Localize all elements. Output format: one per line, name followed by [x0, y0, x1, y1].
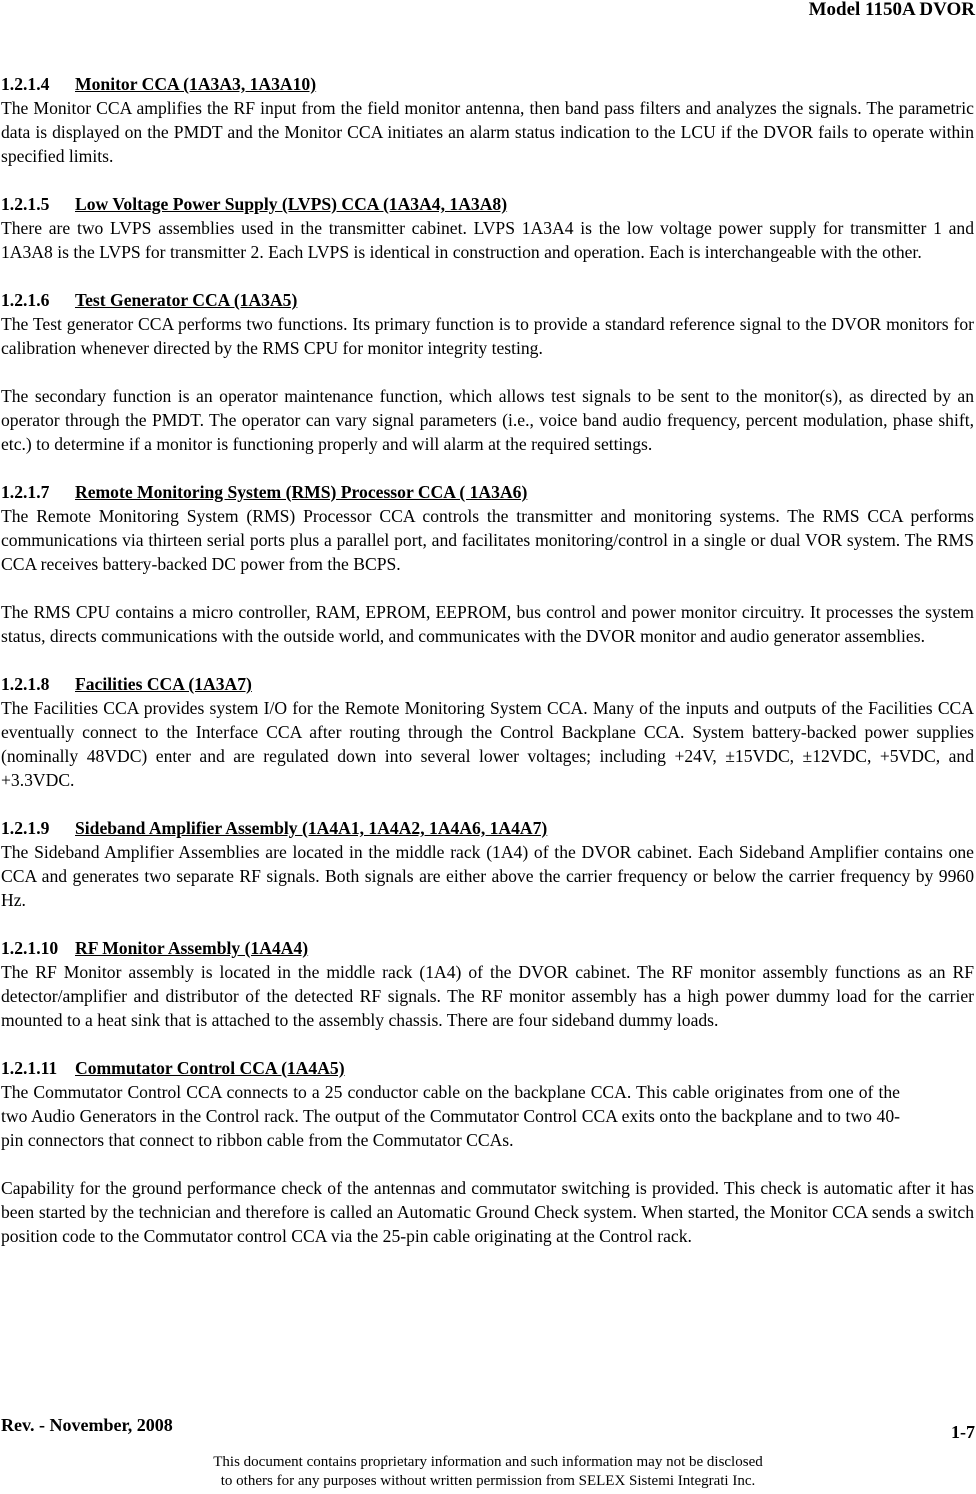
section-heading	[1, 1056, 974, 1080]
section-heading	[1, 480, 974, 504]
section-number: 1.2.1.10	[1, 938, 59, 958]
section-sideband-amplifier	[1, 816, 974, 912]
paragraph: Capability for the ground performance check of the antennas and commutator switching is provided. This check is automatic after it has been started by the technician and therefore is called an Automatic Ground Check system. When started, the Monitor CCA sends a switch position code to the Commutator control CCA via the 25-pin cable originating at the Control rack.	[1, 1178, 974, 1246]
proprietary-notice	[0, 1453, 976, 1491]
section-number: 1.2.1.5	[1, 194, 50, 214]
section-title: Low Voltage Power Supply (LVPS) CCA (1A3A4, 1A3A8)	[75, 194, 508, 214]
section-number: 1.2.1.9	[1, 818, 50, 838]
section-number: 1.2.1.11	[1, 1058, 58, 1078]
paragraph: The Facilities CCA provides system I/O for the Remote Monitoring System CCA. Many of the inputs and outputs of the Facilities CCA eventually connect to the Interface CCA after routing through the Control Backplane CCA. System battery-backed power supplies (nominally 48VDC) enter and are regulated down into several lower voltages; including +24V, ±15VDC, ±12VDC, +5VDC, and +3.3VDC.	[1, 698, 974, 790]
paragraph: The Remote Monitoring System (RMS) Processor CCA controls the transmitter and monitoring systems. The RMS CCA performs communications via thirteen serial ports plus a parallel port, and facilitates monitoring/control in a single or dual VOR system. The RMS CCA receives battery-backed DC power from the BCPS.	[1, 506, 974, 574]
section-heading	[1, 816, 974, 840]
section-title: Test Generator CCA (1A3A5)	[75, 290, 298, 310]
paragraph: The secondary function is an operator maintenance function, which allows test signals to be sent to the monitor(s), as directed by an operator through the PMDT. The operator can vary signal parameters (i.e., voice band audio frequency, percent modulation, phase shift, etc.) to determine if a monitor is functioning properly and will alarm at the required settings.	[1, 386, 974, 454]
section-heading	[1, 72, 974, 96]
proprietary-notice-line-2: to others for any purposes without written permission from SELEX Sistemi Integrati Inc.	[220, 1473, 756, 1489]
section-number: 1.2.1.4	[1, 74, 50, 94]
section-commutator-control-cca	[1, 1056, 974, 1248]
document-body	[1, 72, 974, 1272]
section-rms-processor-cca	[1, 480, 974, 648]
paragraph: The Commutator Control CCA connects to a 25 conductor cable on the backplane CCA. This cable originates from one of the two Audio Generators in the Control rack. The output of the Commutator Control CCA exits onto the backplane and to two 40-pin connectors that connect to ribbon cable from the Commutator CCAs.	[1, 1082, 900, 1150]
page-number: 1-7	[951, 1422, 975, 1442]
paragraph: The RMS CPU contains a micro controller, RAM, EPROM, EEPROM, bus control and power monitor circuitry. It processes the system status, directs communications with the outside world, and communicates with the DVOR monitor and audio generator assemblies.	[1, 602, 974, 646]
section-title: Remote Monitoring System (RMS) Processor CCA ( 1A3A6)	[75, 482, 528, 502]
section-heading	[1, 936, 974, 960]
section-lvps-cca	[1, 192, 974, 264]
section-title: Sideband Amplifier Assembly (1A4A1, 1A4A2, 1A4A6, 1A4A7)	[75, 818, 548, 838]
section-heading	[1, 192, 974, 216]
paragraph: There are two LVPS assemblies used in the transmitter cabinet. LVPS 1A3A4 is the low voltage power supply for transmitter 1 and 1A3A8 is the LVPS for transmitter 2. Each LVPS is identical in construction and operation. Each is interchangeable with the other.	[1, 218, 974, 262]
section-rf-monitor-assembly	[1, 936, 974, 1032]
proprietary-notice-line-1: This document contains proprietary information and such information may not be disclosed	[213, 1454, 763, 1470]
section-facilities-cca	[1, 672, 974, 792]
section-number: 1.2.1.6	[1, 290, 50, 310]
section-monitor-cca	[1, 72, 974, 168]
revision-date: Rev. - November, 2008	[1, 1415, 173, 1435]
paragraph: The RF Monitor assembly is located in the middle rack (1A4) of the DVOR cabinet. The RF monitor assembly functions as an RF detector/amplifier and distributor of the detected RF signals. The RF monitor assembly has a high power dummy load for the carrier mounted to a heat sink that is attached to the assembly chassis. There are four sideband dummy loads.	[1, 962, 974, 1030]
section-heading	[1, 672, 974, 696]
paragraph: The Test generator CCA performs two functions. Its primary function is to provide a standard reference signal to the DVOR monitors for calibration whenever directed by the RMS CPU for monitor integrity testing.	[1, 314, 974, 358]
section-test-generator-cca	[1, 288, 974, 456]
section-title: RF Monitor Assembly (1A4A4)	[75, 938, 309, 958]
section-number: 1.2.1.7	[1, 482, 50, 502]
document-model-header: Model 1150A DVOR	[808, 0, 975, 20]
section-title: Commutator Control CCA (1A4A5)	[75, 1058, 345, 1078]
section-title: Facilities CCA (1A3A7)	[75, 674, 252, 694]
section-title: Monitor CCA (1A3A3, 1A3A10)	[75, 74, 317, 94]
paragraph: The Monitor CCA amplifies the RF input from the field monitor antenna, then band pass filters and analyzes the signals. The parametric data is displayed on the PMDT and the Monitor CCA initiates an alarm status indication to the LCU if the DVOR fails to operate within specified limits.	[1, 98, 974, 166]
section-heading	[1, 288, 974, 312]
section-number: 1.2.1.8	[1, 674, 50, 694]
paragraph: The Sideband Amplifier Assemblies are located in the middle rack (1A4) of the DVOR cabinet. Each Sideband Amplifier contains one CCA and generates two separate RF signals. Both signals are either above the carrier frequency or below the carrier frequency by 9960 Hz.	[1, 842, 974, 910]
